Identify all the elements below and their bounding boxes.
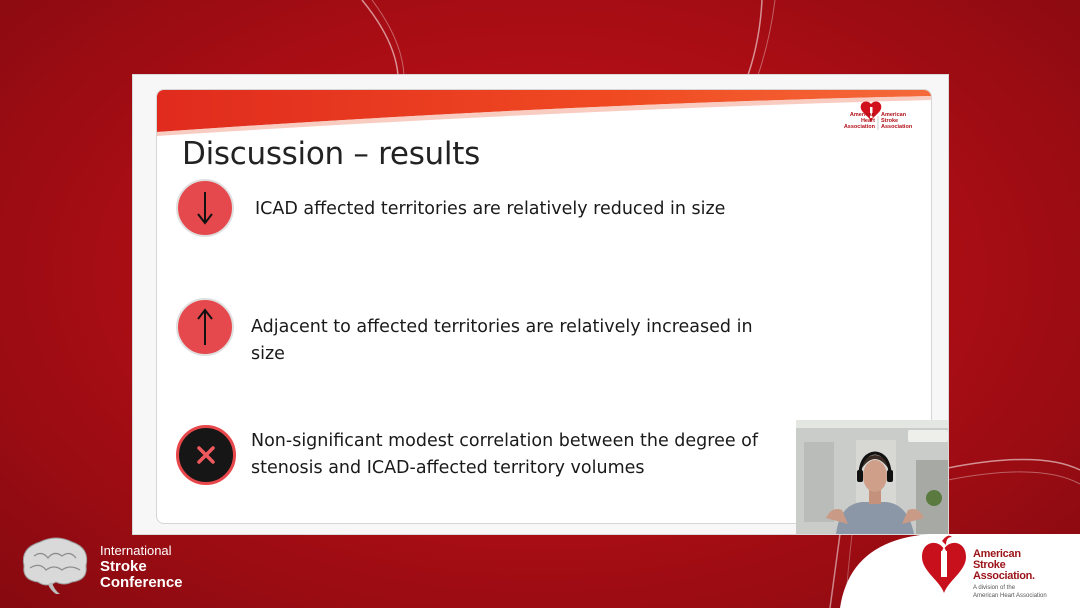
brain-icon [16, 532, 96, 596]
asa-heart-torch-icon [918, 531, 970, 595]
x-mark-icon [176, 425, 236, 485]
presenter-video-frame [796, 420, 948, 534]
sponsor-sub-2: American Heart Association [973, 593, 1047, 599]
sponsor-sub-1: A division of the [973, 585, 1016, 591]
asa-label-1: American [881, 112, 907, 118]
bullet-text-3 [251, 428, 791, 482]
slide-title: Discussion – results [182, 136, 480, 172]
asa-label-3: Association [881, 124, 913, 130]
sponsor-subline [973, 584, 1047, 600]
up-arrow-icon [176, 298, 234, 356]
conference-line-2: Stroke [100, 558, 147, 575]
sponsor-name [973, 549, 1047, 600]
aha-asa-logo [833, 98, 923, 132]
asa-label-2: Stroke [881, 118, 899, 124]
aha-label-1: American [849, 112, 875, 118]
sponsor-line-2: Stroke [973, 559, 1006, 571]
presenter-webcam [796, 420, 948, 534]
down-arrow-icon [176, 179, 234, 237]
bullet-text-3-line2: stenosis and ICAD-affected territory volumes [251, 458, 645, 478]
bullet-text-2: Adjacent to affected territories are relatively increased in size [251, 317, 753, 364]
sponsor-line-1: American [973, 548, 1021, 560]
aha-label-2: Heart [860, 118, 875, 124]
conference-line-3: Conference [100, 574, 183, 591]
bullet-text-1: ICAD affected territories are relatively reduced in size [255, 199, 726, 219]
conference-name [100, 543, 183, 591]
bullet-text-3-line1: Non-significant modest correlation between the degree of [251, 431, 759, 451]
sponsor-line-3: Association. [973, 570, 1035, 582]
aha-label-3: Association [843, 124, 875, 130]
conference-line-1: International [100, 543, 172, 558]
